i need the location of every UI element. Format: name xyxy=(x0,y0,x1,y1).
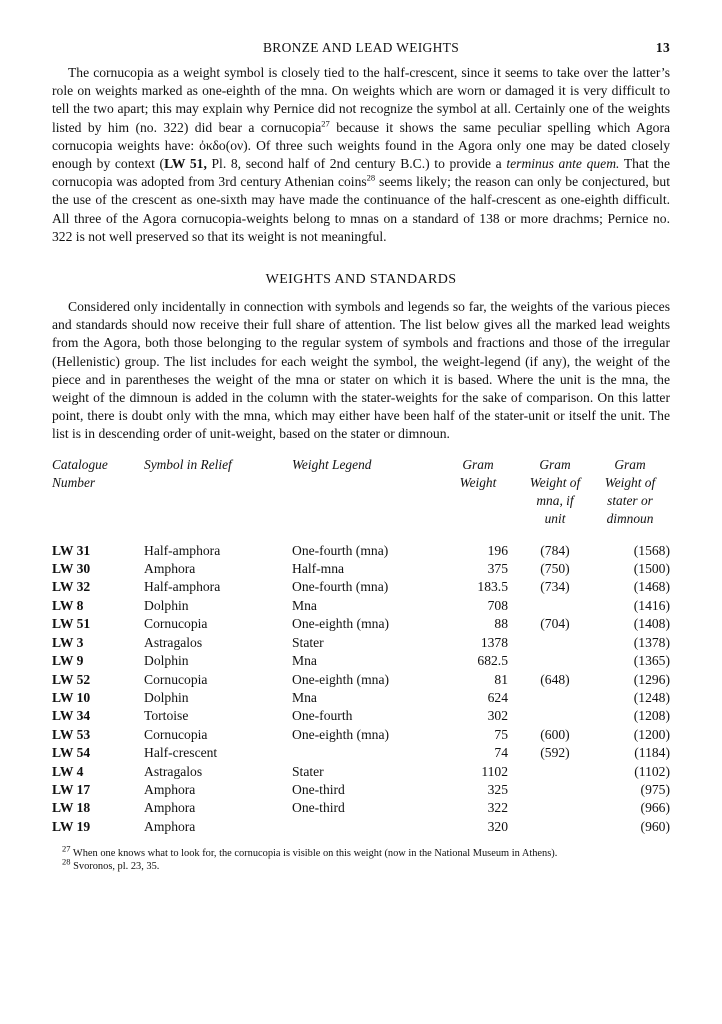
mna-weight-cell: (784) xyxy=(540,542,570,558)
catalogue-number: LW 19 xyxy=(52,818,91,834)
footnote-ref-27[interactable]: 27 xyxy=(321,118,330,129)
intro-text-2: because it shows the same peculiar spelling which Agora cornucopia weights have: ὀκδο(ον). Of three such weights found in the Agora only one may be dated closely enough by context ( xyxy=(52,119,671,172)
catalogue-number: LW 9 xyxy=(52,653,84,669)
intro-paragraph xyxy=(52,64,670,246)
table-row xyxy=(52,560,670,578)
stater-weight-cell: (1468) xyxy=(633,579,670,595)
catalogue-number: LW 10 xyxy=(52,689,91,705)
legend-cell: One-fourth xyxy=(292,708,353,724)
table-row xyxy=(52,634,670,652)
mna-weight-cell xyxy=(520,781,590,799)
table-row xyxy=(52,707,670,725)
mna-weight-cell xyxy=(520,597,590,615)
catalogue-number: LW 8 xyxy=(52,597,84,613)
legend-cell: Stater xyxy=(292,763,324,779)
mna-weight-cell: (600) xyxy=(540,726,570,742)
symbol-cell: Cornucopia xyxy=(144,671,208,687)
catalogue-number: LW 3 xyxy=(52,634,84,650)
table-row xyxy=(52,744,670,762)
gram-weight-cell: 1378 xyxy=(480,634,508,650)
gram-weight-cell: 708 xyxy=(487,597,508,613)
catalogue-number: LW 31 xyxy=(52,542,91,558)
table-row xyxy=(52,671,670,689)
header-mna-weight: Gram Weight of mna, if unit xyxy=(529,456,581,526)
table-row xyxy=(52,818,670,836)
stater-weight-cell: (960) xyxy=(640,818,670,834)
table-row xyxy=(52,652,670,670)
mna-weight-cell: (704) xyxy=(540,616,570,632)
section-paragraph: Considered only incidentally in connection with symbols and legends so far, the weights of the various pieces and standards should now receive their full share of attention. The list below gives all the marked lead weights from the Agora, both those belonging to the regular system of symbols and fractions and those of the irregular (Hellenistic) group. The list includes for each weight the symbol, the weight-legend (if any), the weight of the piece and in parentheses the weight of the mna or stater on which it is based. Where the unit is the mna, the weight of the dimnoun is added in the column with the stater-weights for the sake of comparison. On this latter point, there is doubt only with the mna, which may either have been half of the stater-unit or itself the unit. The list is in descending order of unit-weight, based on the stater or dimnoun. xyxy=(52,299,670,442)
legend-cell: Stater xyxy=(292,634,324,650)
catalogue-number: LW 17 xyxy=(52,781,91,797)
intro-emphasis: terminus ante quem. xyxy=(506,156,620,172)
stater-weight-cell: (966) xyxy=(640,800,670,816)
header-gram-weight: Gram Weight xyxy=(459,456,497,490)
legend-cell: Mna xyxy=(292,689,317,705)
table-body xyxy=(52,542,670,837)
mna-weight-cell xyxy=(520,689,590,707)
intro-text-4: That the cornucopia was adopted from 3rd century Athenian coins xyxy=(52,156,670,190)
symbol-cell: Cornucopia xyxy=(144,726,208,742)
table-row xyxy=(52,763,670,781)
intro-text-3: Pl. 8, second half of 2nd century B.C.) to provide a xyxy=(206,156,507,172)
symbol-cell: Astragalos xyxy=(144,763,203,779)
stater-weight-cell: (1365) xyxy=(633,653,670,669)
mna-weight-cell xyxy=(520,763,590,781)
symbol-cell: Amphora xyxy=(144,781,196,797)
stater-weight-cell: (1208) xyxy=(633,708,670,724)
legend-cell: One-eighth (mna) xyxy=(292,616,390,632)
footnote-ref-28[interactable]: 28 xyxy=(366,172,376,183)
header-stater-weight: Gram Weight of stater or dimnoun xyxy=(604,456,656,526)
table-row xyxy=(52,597,670,615)
symbol-cell: Tortoise xyxy=(144,708,189,724)
page xyxy=(52,40,670,873)
gram-weight-cell: 1102 xyxy=(481,763,508,779)
stater-weight-cell: (1200) xyxy=(633,726,670,742)
running-title: BRONZE AND LEAD WEIGHTS xyxy=(262,40,459,55)
page-number: 13 xyxy=(655,40,670,55)
legend-cell: One-fourth (mna) xyxy=(292,542,389,558)
catalogue-number: LW 4 xyxy=(52,763,84,779)
gram-weight-cell: 302 xyxy=(487,708,508,724)
table-row xyxy=(52,689,670,707)
legend-cell: One-third xyxy=(292,800,345,816)
footnotes xyxy=(52,843,670,873)
legend-cell: Mna xyxy=(292,597,317,613)
legend-cell: One-eighth (mna) xyxy=(292,726,390,742)
catalogue-number: LW 54 xyxy=(52,745,91,761)
catalogue-number: LW 32 xyxy=(52,579,91,595)
header-catalogue: Catalogue Number xyxy=(52,456,108,490)
catalogue-number: LW 18 xyxy=(52,800,91,816)
gram-weight-cell: 196 xyxy=(487,542,508,558)
table-row xyxy=(52,578,670,596)
section-heading: WEIGHTS AND STANDARDS xyxy=(265,272,457,288)
symbol-cell: Dolphin xyxy=(144,653,189,669)
legend-cell: One-fourth (mna) xyxy=(292,579,389,595)
table-row xyxy=(52,726,670,744)
mna-weight-cell xyxy=(520,652,590,670)
mna-weight-cell xyxy=(520,707,590,725)
gram-weight-cell: 88 xyxy=(494,616,508,632)
mna-weight-cell: (750) xyxy=(540,561,570,577)
header-legend: Weight Legend xyxy=(292,456,372,472)
stater-weight-cell: (1416) xyxy=(633,597,670,613)
catalogue-number: LW 53 xyxy=(52,726,91,742)
symbol-cell: Amphora xyxy=(144,800,196,816)
legend-cell xyxy=(292,818,448,836)
symbol-cell: Cornucopia xyxy=(144,616,208,632)
stater-weight-cell: (1568) xyxy=(633,542,670,558)
catalogue-number: LW 51 xyxy=(52,616,91,632)
stater-weight-cell: (1378) xyxy=(633,634,670,650)
gram-weight-cell: 81 xyxy=(494,671,508,687)
intro-text-1: The cornucopia as a weight symbol is closely tied to the half-crescent, since it seems to take over the latter’s role on weights marked as one-eighth of the mna. On weights which are worn or damaged it is very difficult to tell the two apart; this may explain why Pernice did not recognize the symbol at all. Certainly one of the weights listed by him (no. 322) did bear a cornucopia xyxy=(52,65,670,135)
mna-weight-cell: (592) xyxy=(540,745,570,761)
table-row xyxy=(52,615,670,633)
catalogue-number: LW 52 xyxy=(52,671,91,687)
symbol-cell: Half-amphora xyxy=(144,542,221,558)
gram-weight-cell: 325 xyxy=(487,781,508,797)
legend-cell: One-third xyxy=(292,781,345,797)
symbol-cell: Dolphin xyxy=(144,597,189,613)
table-header-row xyxy=(52,456,670,542)
mna-weight-cell xyxy=(520,634,590,652)
header-symbol: Symbol in Relief xyxy=(144,456,232,472)
table-row xyxy=(52,542,670,560)
table-row xyxy=(52,799,670,817)
mna-weight-cell: (734) xyxy=(540,579,570,595)
symbol-cell: Amphora xyxy=(144,818,196,834)
legend-cell xyxy=(292,744,448,762)
stater-weight-cell: (1102) xyxy=(634,763,670,779)
mna-weight-cell: (648) xyxy=(540,671,570,687)
symbol-cell: Amphora xyxy=(144,561,196,577)
catalogue-number: LW 30 xyxy=(52,561,91,577)
catalogue-number: LW 34 xyxy=(52,708,91,724)
stater-weight-cell: (1296) xyxy=(633,671,670,687)
intro-text-5: seems likely; the reason can only be conjectured, but the use of the crescent as one-sixth may have made the continuance of the half-crescent as one-eighth difficult. All three of the Agora cornucopia-weights belong to mnas on a standard of 138 or more drachms; Pernice no. 322 is not well preserved so that its weight is not meaningful. xyxy=(52,174,670,244)
symbol-cell: Half-crescent xyxy=(144,745,218,761)
running-head xyxy=(52,40,670,64)
symbol-cell: Dolphin xyxy=(144,689,189,705)
gram-weight-cell: 320 xyxy=(487,818,508,834)
gram-weight-cell: 322 xyxy=(487,800,508,816)
mna-weight-cell xyxy=(520,818,590,836)
table-row xyxy=(52,781,670,799)
stater-weight-cell: (1184) xyxy=(634,745,670,761)
gram-weight-cell: 624 xyxy=(487,689,508,705)
gram-weight-cell: 183.5 xyxy=(477,579,508,595)
gram-weight-cell: 375 xyxy=(487,561,508,577)
gram-weight-cell: 682.5 xyxy=(477,653,508,669)
stater-weight-cell: (975) xyxy=(640,781,670,797)
stater-weight-cell: (1500) xyxy=(633,561,670,577)
footnote-27: $^{27}$ When one knows what to look for, the cornucopia is visible on this weight (now in the National Museum in Athens). xyxy=(62,843,558,860)
gram-weight-cell: 75 xyxy=(494,726,508,742)
catalogue-reference: LW 51, xyxy=(164,156,207,172)
symbol-cell: Half-amphora xyxy=(144,579,221,595)
symbol-cell: Astragalos xyxy=(144,634,203,650)
legend-cell: Half-mna xyxy=(292,561,345,577)
footnote-28: $^{28}$ Svoronos, pl. 23, 35. xyxy=(62,856,160,872)
stater-weight-cell: (1248) xyxy=(633,689,670,705)
legend-cell: One-eighth (mna) xyxy=(292,671,390,687)
weights-table xyxy=(52,456,670,837)
gram-weight-cell: 74 xyxy=(494,745,508,761)
legend-cell: Mna xyxy=(292,653,317,669)
stater-weight-cell: (1408) xyxy=(633,616,670,632)
mna-weight-cell xyxy=(520,799,590,817)
